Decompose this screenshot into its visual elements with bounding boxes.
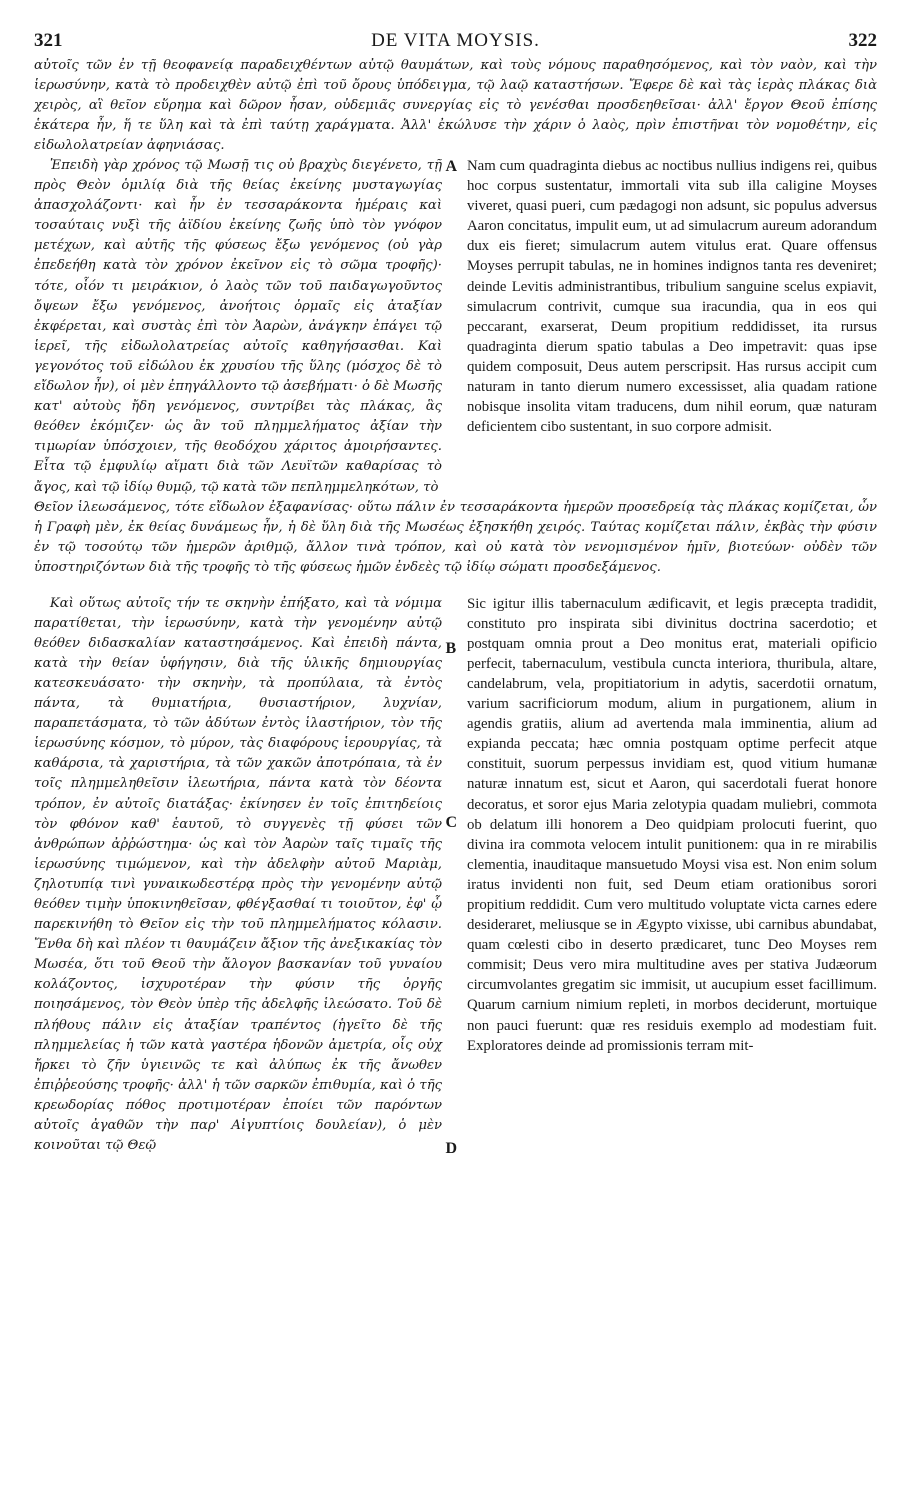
top-greek-paragraph: αὐτοῖς τῶν ἐν τῇ θεοφανείᾳ παραδειχθέντων αὐτῷ θαυμάτων, καὶ τοὺς νόμους παραθησόμενος, καὶ τὸν ναὸν, καὶ τὴν ἱερωσύνην, κατὰ τὸ προδειχθὲν αὐτῷ ἐπὶ τοῦ ὄρους ὑπόδειγμα, τῷ λαῷ καταστήσων. Ἔφερε δὲ καὶ τὰς ἱερὰς πλάκας διὰ χειρὸς, αἳ θεῖον εὕρημα καὶ δῶρον ἦσαν, οὐδεμιᾶς συνεργίας εἰς τὸ γενέσθαι προσδεηθεῖσαι· ἀλλ' ἔργον Θεοῦ ἐπίσης ἑκάτερα ἦν, ἥ τε ὕλη καὶ τὰ ἐπὶ ταύτῃ χαράγματα. Ἀλλ' ἐκώλυσε τὴν χάριν ὁ λαὸς, πρὶν ἐπιστῆναι τὸν νομοθέτην, εἰς εἰδωλολατρείαν ἀφηνιάσας. — [34, 58, 877, 153]
parallel-columns-2 — [34, 594, 877, 1157]
margin-markers-2 — [444, 594, 466, 1157]
section-marker-b: B — [445, 640, 457, 657]
latin-text: Nam cum quadraginta diebus ac noctibus nullius indigens rei, quibus hoc corpus sustentatur, immortali vita sub illa caligine Moyses viveret, quasi pueri, cum pædagogi non adsunt, sic populus adversus Aaron concitatus, impulit eum, ut ad simulacrum aureum adorandum dux eis fieret; simulacrum autem vitulus erat. Quare offensus Moyses perrupit tabulas, ne in homines indignos tanta res deveniret; deinde Levitis administrantibus, tribulium sanguine scelus expiavit, simulacrum contrivit, cumque sua iracundia, qua in eos qui peccarant, exarserat, Deum propitium reddidisset, ita rursus quadraginta dierum spatio tabulas a Deo impetravit: quas ipse quidem composuit, Deus autem perscripsit. Has rursus accipit cum naturam in tanto dierum numero excessisset, alia quadam ratione nobisque insolita vitam traducens, dum nihil eorum, quæ naturam deficientem cibo sustentant, in suo corpore admisit. — [467, 158, 877, 436]
margin-markers-1 — [444, 156, 466, 657]
section-marker-c: C — [445, 813, 458, 831]
section-marker-d: D — [445, 1139, 458, 1157]
greek-text: Καὶ οὕτως αὐτοῖς τήν τε σκηνὴν ἐπήξατο, καὶ τὰ νόμιμα παρατίθεται, τὴν ἱερωσύνην, κατὰ τὴν γενομένην αὐτῷ θεόθεν διδασκαλίαν καταστησάμενος. Καὶ ἐπειδὴ πάντα, κατὰ τὴν θείαν ὑφήγησιν, διὰ τῆς ὑλικῆς δημιουργίας κατεσκευάσατο· τὴν σκηνὴν, τὰ προπύλαια, τὰ ἐντὸς πάντα, τὰ θυμιατήρια, θυσιαστήριον, λυχνίαν, παραπετάσματα, τὸ τῶν ἀδύτων ἐντὸς ἱλαστήριον, τὸν τῆς ἱερωσύνης κόσμον, τὸ μύρον, τὰς διαφόρους ἱερουργίας, τὰ καθάρσια, τὰ χαριστήρια, τὰ τῶν χακῶν ἀποτρόπαια, τὰ ἐν τοῖς πλημμεληθεῖσιν ἱλεωτήρια, πάντα κατὰ τὸν δέοντα τρόπον, ἐν αὐτοῖς διατάξας· ἐκίνησεν ἐν τοῖς ἐπιτηδείοις τὸν φθόνον καθ' ἑαυτοῦ, τὸ συγγενὲς τῇ φύσει τῶν ἀνθρώπων ἀῤῥώστημα· ὡς καὶ τὸν Ἀαρὼν ταῖς τιμαῖς τῆς ἱερωσύνης τιμώμενον, καὶ τὴν ἀδελφὴν αὐτοῦ Μαριὰμ, ζηλοτυπίᾳ τινὶ γυναικωδεστέρᾳ πρὸς τὴν γενομένην αὐτῷ θεόθεν τιμὴν ὑποκινηθεῖσαν, φθέγξασθαί τι τοιοῦτον, ἐφ' ᾧ παρεκινήθη τὸ Θεῖον εἰς τὴν τοῦ πλημμελήματος κόλασιν. Ἔνθα δὴ καὶ πλέον τι θαυμάζειν ἄξιον τῆς ἀνεξικακίας τὸν Μωσέα, ὅτι τοῦ Θεοῦ τὴν ἄλογον βασκανίαν τοῦ γυναίου κολάζοντος, ἰσχυροτέραν τὴν φύσιν τῆς ὀργῆς ποιησάμενος, τὸν Θεὸν ὑπὲρ τῆς ἀδελφῆς ἱλεώσατο. Τοῦ δὲ πλήθους πάλιν εἰς ἀταξίαν τραπέντος (ἡγεῖτο δὲ τῆς πλημμελείας ἡ τῶν κατὰ γαστέρα ἡδονῶν ἀμετρία, οἷς οὐχ ἤρκει τὸ ζῆν ὑγιεινῶς τε καὶ ἀλύπως ἐκ τῆς ἄνωθεν ἐπιῤῥεούσης τροφῆς· ἀλλ' ἡ τῶν σαρκῶν ἐπιθυμία, καὶ ὁ τῆς κρεωδορίας πόθος προτιμοτέραν ἐποίει τῶν παρόντων αὐτοῖς ἀγαθῶν τὴν παρ' Αἰγυπτίοις δουλείαν), ὁ μὲν κοινοῦται τῷ Θεῷ — [34, 595, 442, 1154]
greek-column-1 — [34, 156, 442, 498]
page-number-left: 321 — [34, 30, 63, 51]
running-title: DE VITA MOYSIS. — [371, 30, 540, 51]
greek-column-2 — [34, 594, 442, 1157]
latin-column-1 — [467, 156, 877, 498]
page-number-right: 322 — [848, 30, 877, 51]
latin-text: Sic igitur illis tabernaculum ædificavit, et legis præcepta tradidit, constituto pro inspirata sibi divinitus doctrina sacerdotio; et postquam omnia prout a Deo monitus erat, materiali opificio perfecit, tabernaculum, vestibula cuncta interiora, thuribula, altare, candelabrum, vela, propitiatorium in adytis, sacerdotii ornatum, varium sacrificiorum modum, alium in purgationem, alium in agendis gratiis, alium ad avertenda mala imminentia, alium ad expianda peccata; hæc omnia postquam optime perfecit atque constituit, suorum perpessus invidiam est, quod vitium humanæ naturæ innatum est, sicut et Aaron, qui sacerdotali fuerat honore decoratus, et soror ejus Maria zelotypia quadam muliebri, commota ob delatum illi honorem a Deo quidpiam prolocuti fuerint, quo divina ira commota velocem intulit punitionem: qua in re mirabilis clementia, inauditaque mansuetudo Moysi visa est. Non enim solum iratus invidenti non fuit, sed Deum etiam orationibus sorori propitium reddidit. Cum vero multitudo voluptate victa carnes edere desideraret, meliusque se in Ægypto vixisse, ubi carnibus abundabat, quam cœlesti cibo in deserto prædicaret, tunc Deo Moyses rem commisit; Deus vero mira multitudine aves per stativa Judæorum circumvolantes gregatim sic immisit, ut aucupium esset facillimum. Quarum carnium nimium repleti, in morbos deciderunt, mortuique non pauci fuerunt: quæ res residuis exemplo ad modestiam fuit. Exploratores deinde ad promissionis terram mit- — [467, 595, 877, 1054]
running-header — [34, 30, 877, 56]
middle-greek-paragraph: Θεῖον ἱλεωσάμενος, τότε εἴδωλον ἐξαφανίσας· οὕτω πάλιν ἐν τεσσαράκοντα ἡμερῶν προσεδρείᾳ τὰς πλάκας κομίζεται, ὧν ἡ Γραφὴ μὲν, ἐκ θείας δυνάμεως ἦν, ἡ δὲ ὕλη διὰ τῆς Μωσέως ἐξησκήθη χειρός. Ταύτας κομίζεται πάλιν, ἐκβὰς τὴν φύσιν ἐν τῷ τοσούτῳ τῶν ἡμερῶν ἀριθμῷ, ἄλλον τινὰ τρόπον, καὶ οὐ κατὰ τὸν νενομισμένον ἡμῖν, βιοτεύων· οὐδὲν τῶν ὑποστηριζόντων διὰ τῆς τροφῆς τὸ τῆς φύσεως ἡμῶν ἐνδεὲς τῷ ἰδίῳ σώματι προσδεξάμενος. — [34, 499, 877, 575]
latin-column-2 — [467, 594, 877, 1157]
greek-text: Ἐπειδὴ γὰρ χρόνος τῷ Μωσῇ τις οὐ βραχὺς διεγένετο, τῇ πρὸς Θεὸν ὁμιλίᾳ διὰ τῆς θείας ἐκείνης μυσταγωγίας ἀπασχολάζοντι· καὶ ἦν ἐν τεσσαράκοντα ἡμέραις καὶ τοσαύταις νυξὶ τῆς ἀϊδίου ἐκείνης ζωῆς ὑπὸ τὸν γνόφον μετέχων, καὶ αὐτῆς τῆς φύσεως ἔξω γενόμενος (οὐ γὰρ ἐπεδεήθη κατὰ τὸν χρόνον ἐκεῖνον εἰς τὸ σῶμα τροφῆς)· τότε, οἷόν τι μειράκιον, ὁ λαὸς τῶν τοῦ παιδαγωγοῦντος ὄψεων ἔξω γενόμενος, ἀνοήτοις ὁρμαῖς εἰς ἀταξίαν ἐκφέρεται, καὶ συστὰς ἐπὶ τὸν Ἀαρὼν, ἀνάγκην ἐπάγει τῷ ἱερεῖ, τῆς εἰδωλολατρείας αὐτοῖς καθηγήσασθαι. Καὶ γεγονότος τοῦ εἰδώλου ἐκ χρυσίου τῆς ὕλης (μόσχος δὲ τὸ εἴδωλον ἦν), οἱ μὲν ἐπηγάλλοντο τῷ ἀσεβήματι· ὁ δὲ Μωσῆς κατ' αὐτοὺς ἤδη γενόμενος, συντρίβει τὰς πλάκας, ἃς θεόθεν ἐκόμιζεν· ὡς ἂν τοῦ πλημμελήματος ἀξίαν τὴν τιμωρίαν ὑπόσχοιεν, τῆς θεοδόχου χάριτος ἀμοιρήσαντες. Εἶτα τῷ ἐμφυλίῳ αἵματι διὰ τῶν Λευϊτῶν καθαρίσας τὸ ἄγος, καὶ τῷ ἰδίῳ θυμῷ, τῷ κατὰ τῶν πεπλημμεληκότων, τὸ — [34, 158, 442, 495]
section-marker-a: A — [445, 158, 458, 175]
